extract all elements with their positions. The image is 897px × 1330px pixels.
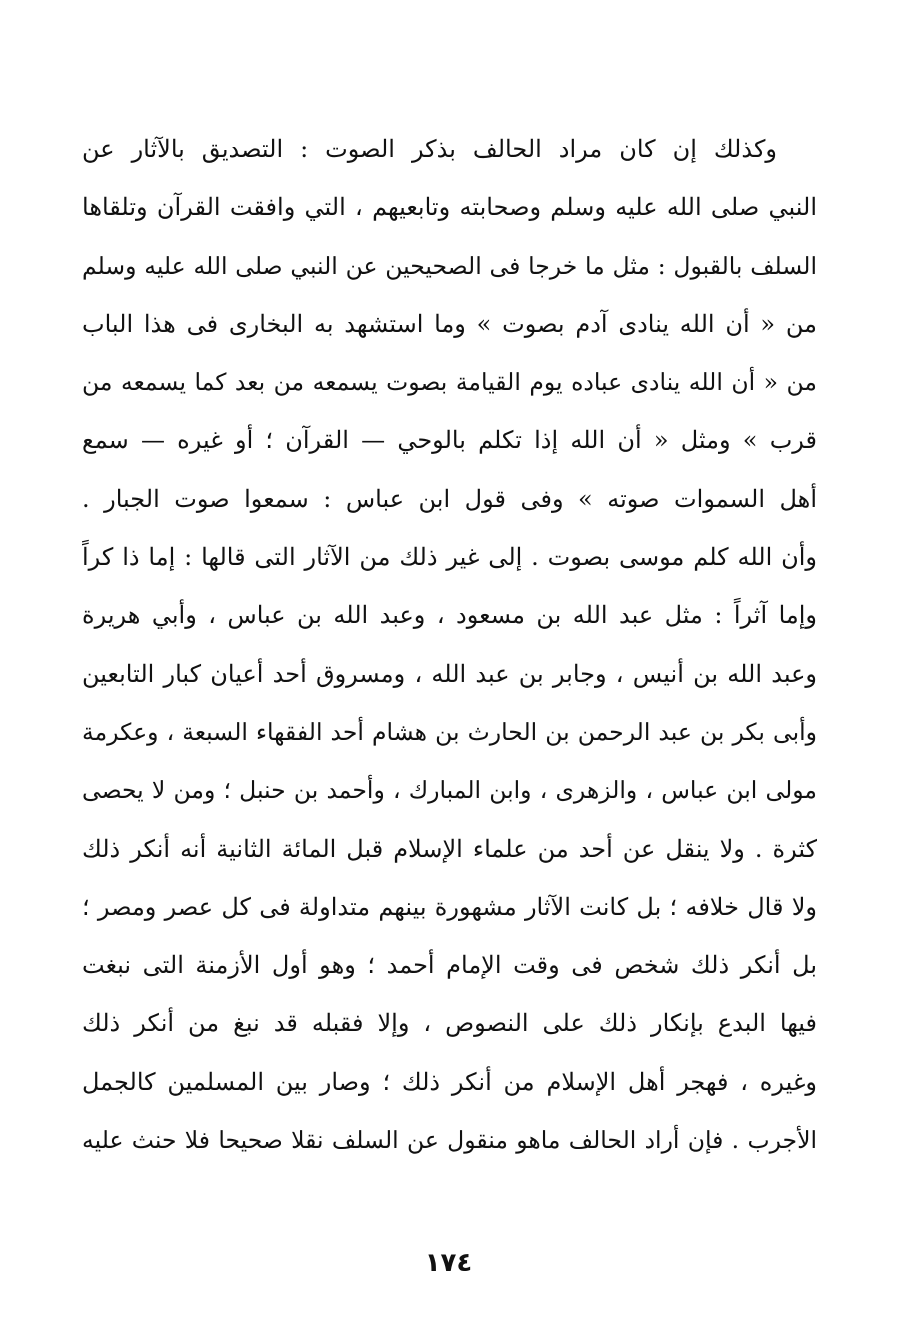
text-line: وأبى بكر بن عبد الرحمن بن الحارث بن هشام أحد الفقهاء السبعة ، وعكرمة	[82, 717, 817, 746]
text-line: قرب » ومثل « أن الله إذا تكلم بالوحي — القرآن ؛ أو غيره — سمع	[82, 426, 817, 455]
text-line: وكذلك إن كان مراد الحالف بذكر الصوت : التصديق بالآثار عن	[82, 135, 777, 163]
text-line: بل أنكر ذلك شخص فى وقت الإمام أحمد ؛ وهو أول الأزمنة التى نبغت	[82, 951, 817, 980]
text-line: كثرة . ولا ينقل عن أحد من علماء الإسلام قبل المائة الثانية أنه أنكر ذلك	[82, 834, 817, 863]
text-line: ولا قال خلافه ؛ بل كانت الآثار مشهورة بينهم متداولة فى كل عصر ومصر ؛	[82, 892, 817, 921]
text-line: النبي صلى الله عليه وسلم وصحابته وتابعيهم ، التي وافقت القرآن وتلقاها	[82, 193, 817, 222]
text-line: وغيره ، فهجر أهل الإسلام من أنكر ذلك ؛ وصار بين المسلمين كالجمل	[82, 1067, 817, 1096]
text-line: السلف بالقبول : مثل ما خرجا فى الصحيحين عن النبي صلى الله عليه وسلم	[82, 251, 817, 280]
text-line: فيها البدع بإنكار ذلك على النصوص ، وإلا فقبله قد نبغ من أنكر ذلك	[82, 1009, 817, 1038]
text-line: وأن الله كلم موسى بصوت . إلى غير ذلك من الآثار التى قالها : إما ذا كراً	[82, 543, 817, 572]
text-line: من « أن الله ينادى آدم بصوت » وما استشهد به البخارى فى هذا الباب	[82, 309, 817, 338]
body-text	[82, 120, 817, 1169]
text-line: مولى ابن عباس ، والزهرى ، وابن المبارك ، وأحمد بن حنبل ؛ ومن لا يحصى	[82, 776, 817, 805]
text-line: أهل السموات صوته » وفى قول ابن عباس : سمعوا صوت الجبار .	[82, 484, 817, 513]
text-line: وعبد الله بن أنيس ، وجابر بن عبد الله ، ومسروق أحد أعيان كبار التابعين	[82, 659, 817, 688]
text-line: الأجرب . فإن أراد الحالف ماهو منقول عن السلف نقلا صحيحا فلا حنث عليه	[82, 1126, 817, 1155]
text-line: وإما آثراً : مثل عبد الله بن مسعود ، وعبد الله بن عباس ، وأبي هريرة	[82, 601, 817, 630]
text-line: من « أن الله ينادى عباده يوم القيامة بصوت يسمعه من بعد كما يسمعه من	[82, 368, 817, 397]
page-number: ١٧٤	[424, 1248, 473, 1278]
